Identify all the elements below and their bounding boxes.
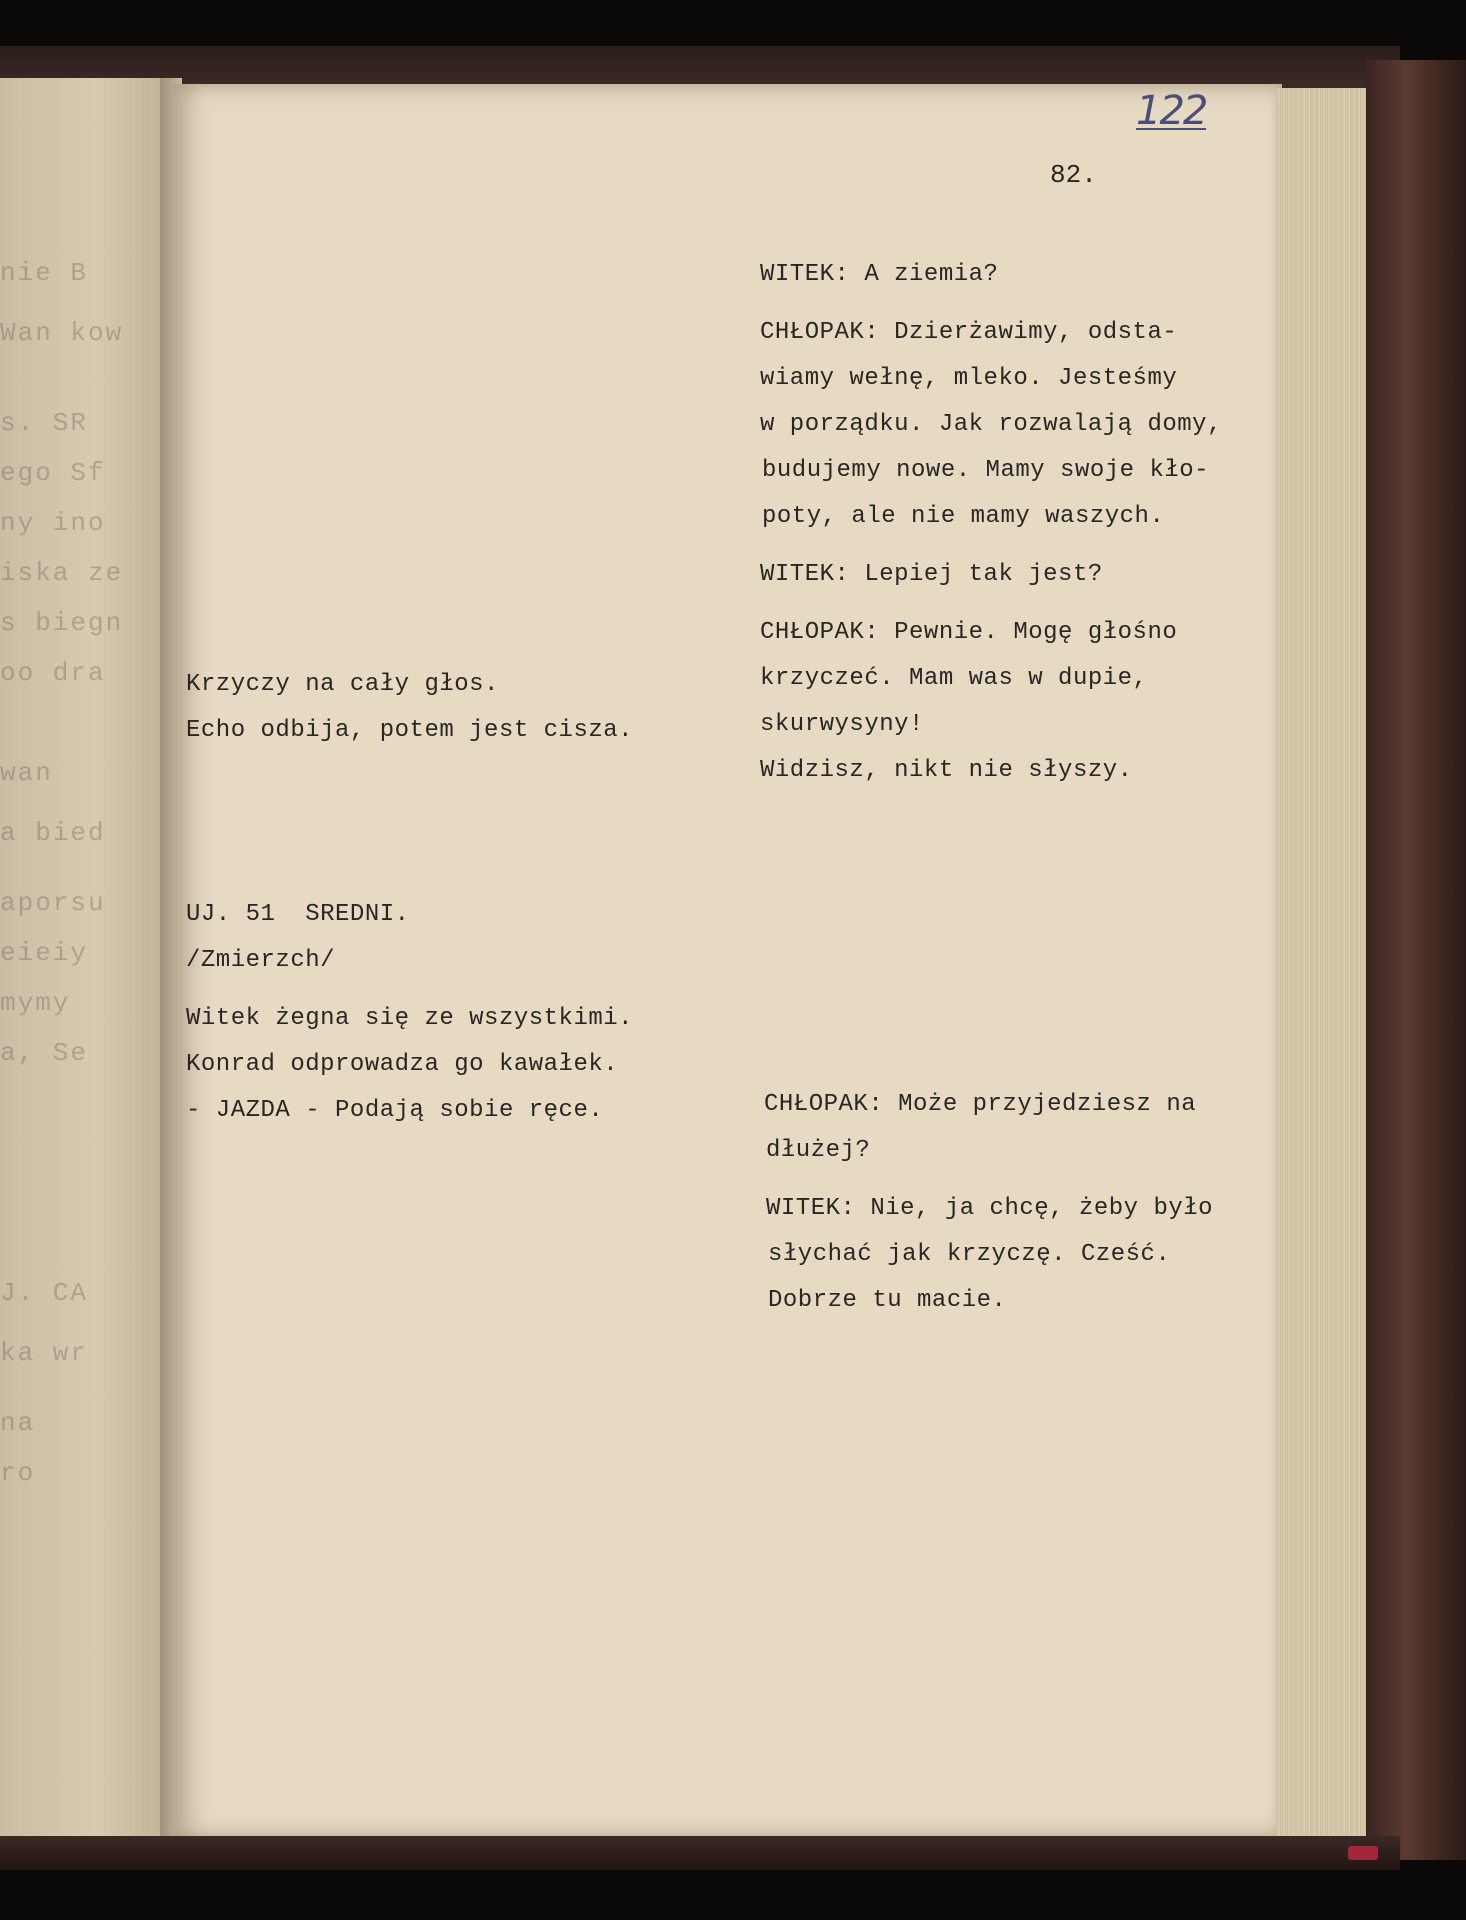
scene-heading: UJ. 51 SREDNI. <box>186 901 410 928</box>
ghost-line: s. SR <box>0 408 89 438</box>
ghost-line: Wan kow <box>0 318 124 348</box>
folio-number: 122 <box>1136 88 1207 134</box>
ghost-line: ka wr <box>0 1338 89 1368</box>
book-cover-right <box>1366 60 1466 1860</box>
binding-bottom <box>0 1836 1400 1870</box>
dialogue-line: WITEK: A ziemia? <box>760 261 999 288</box>
ghost-line: wan <box>0 758 53 788</box>
ghost-line: ny ino <box>0 508 106 538</box>
ghost-line: ego Sf <box>0 458 106 488</box>
dialogue-line: poty, ale nie mamy waszych. <box>762 503 1165 530</box>
scene-time: /Zmierzch/ <box>186 947 336 974</box>
page-edges <box>1276 88 1366 1836</box>
ghost-line: a, Se <box>0 1038 89 1068</box>
dialogue-line: skurwysyny! <box>760 711 924 738</box>
red-bookmark-mark <box>1348 1846 1378 1860</box>
stage-direction: Echo odbija, potem jest cisza. <box>186 717 634 744</box>
dialogue-line: Widzisz, nikt nie słyszy. <box>760 757 1133 784</box>
scene-action: Konrad odprowadza go kawałek. <box>186 1051 619 1078</box>
dialogue-line: CHŁOPAK: Pewnie. Mogę głośno <box>760 619 1178 646</box>
dialogue-line: wiamy wełnę, mleko. Jesteśmy <box>760 365 1178 392</box>
ghost-line: aporsu <box>0 888 106 918</box>
dialogue-line: WITEK: Lepiej tak jest? <box>760 561 1103 588</box>
ghost-line: nie B <box>0 258 89 288</box>
dialogue-line: CHŁOPAK: Może przyjedziesz na <box>764 1091 1197 1118</box>
ghost-line: na <box>0 1408 36 1438</box>
dialogue-line: w porządku. Jak rozwalają domy, <box>760 411 1222 438</box>
ghost-line: s biegn <box>0 608 124 638</box>
ghost-line: ro <box>0 1458 36 1488</box>
dialogue-line: słychać jak krzyczę. Cześć. <box>768 1241 1171 1268</box>
dialogue-line: budujemy nowe. Mamy swoje kło- <box>762 457 1210 484</box>
page-number: 82. <box>1050 160 1097 190</box>
ghost-line: mymy <box>0 988 71 1018</box>
dialogue-line: WITEK: Nie, ja chcę, żeby było <box>766 1195 1214 1222</box>
dialogue-line: CHŁOPAK: Dzierżawimy, odsta- <box>760 319 1178 346</box>
dialogue-line: krzyczeć. Mam was w dupie, <box>760 665 1148 692</box>
ghost-line: eieiy <box>0 938 89 968</box>
previous-page-edge <box>0 78 172 1838</box>
dialogue-line: dłużej? <box>766 1137 871 1164</box>
ghost-line: a bied <box>0 818 106 848</box>
scene-action: - JAZDA - Podają sobie ręce. <box>186 1097 604 1124</box>
stage-direction: Krzyczy na cały głos. <box>186 671 499 698</box>
scene-action: Witek żegna się ze wszystkimi. <box>186 1005 634 1032</box>
ghost-line: J. CA <box>0 1278 89 1308</box>
ghost-line: iska ze <box>0 558 124 588</box>
ghost-line: oo dra <box>0 658 106 688</box>
dialogue-line: Dobrze tu macie. <box>768 1287 1007 1314</box>
